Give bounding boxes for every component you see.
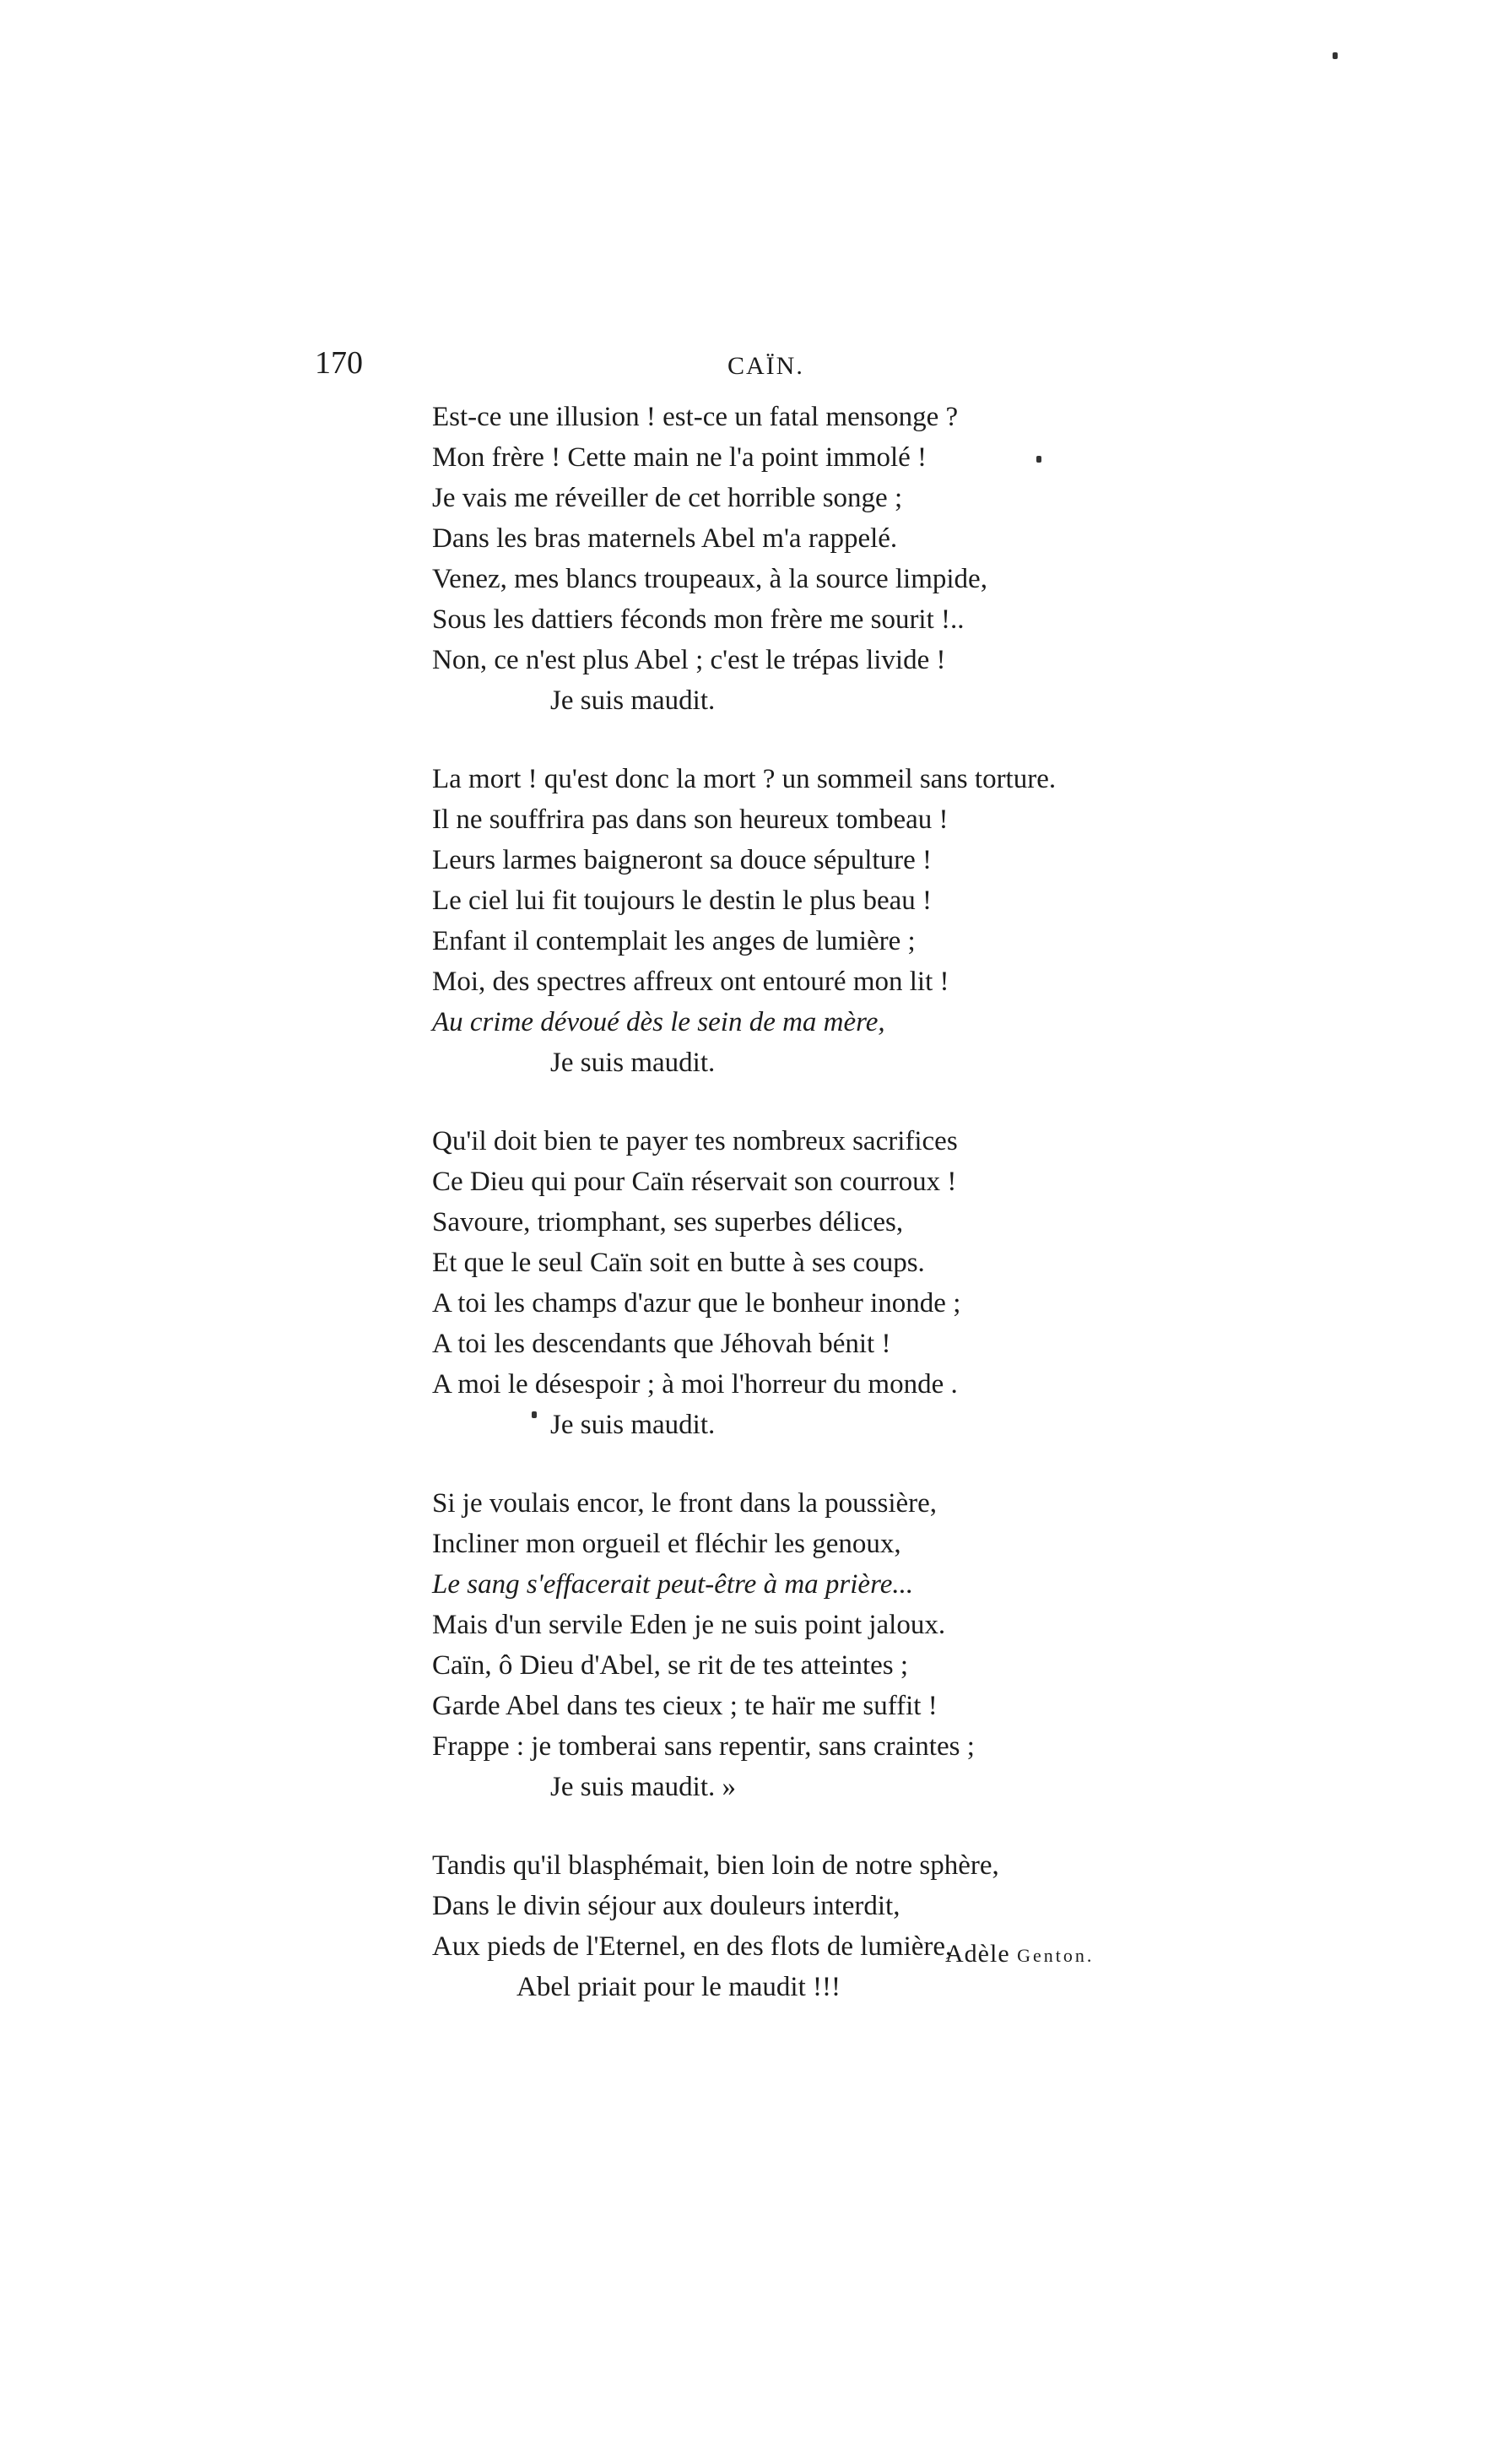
poem-line: Sous les dattiers féconds mon frère me sourit !..: [432, 604, 965, 635]
poem-line: Caïn, ô Dieu d'Abel, se rit de tes atteintes ;: [432, 1650, 909, 1681]
poem-line: A toi les champs d'azur que le bonheur inonde ;: [432, 1288, 961, 1319]
stanza: [432, 759, 1192, 1083]
poem-line: Moi, des spectres affreux ont entouré mon lit !: [432, 967, 949, 997]
poem-line: Je vais me réveiller de cet horrible songe ;: [432, 483, 903, 513]
page-header: [0, 342, 1498, 384]
poem-line: Non, ce n'est plus Abel ; c'est le trépas livide !: [432, 645, 946, 675]
poem-line: Dans le divin séjour aux douleurs interdit,: [432, 1891, 900, 1921]
poem-line: Incliner mon orgueil et fléchir les genoux,: [432, 1529, 901, 1559]
ink-speck: [1333, 52, 1338, 59]
poem-line: Mon frère ! Cette main ne l'a point immolé !: [432, 442, 927, 473]
poem-line: Et que le seul Caïn soit en butte à ses coups.: [432, 1248, 925, 1278]
ink-speck: [1036, 456, 1041, 463]
poem-line: A moi le désespoir ; à moi l'horreur du monde .: [432, 1369, 958, 1400]
ink-speck: [532, 1411, 537, 1418]
poem-line: Si je voulais encor, le front dans la poussière,: [432, 1488, 938, 1519]
stanza: [432, 1483, 1192, 1807]
author-signature: [945, 1937, 1094, 1973]
poem-line: Mais d'un servile Eden je ne suis point jaloux.: [432, 1610, 946, 1640]
poem: [432, 397, 1192, 2045]
refrain-line: Je suis maudit.: [550, 1410, 716, 1440]
poem-line: Leurs larmes baigneront sa douce sépulture !: [432, 845, 932, 875]
poem-line: Frappe : je tomberai sans repentir, sans craintes ;: [432, 1731, 975, 1762]
poem-line: Aux pieds de l'Eternel, en des flots de lumière,: [432, 1931, 953, 1962]
poem-line: Tandis qu'il blasphémait, bien loin de notre sphère,: [432, 1850, 999, 1881]
poem-line: Enfant il contemplait les anges de lumière ;: [432, 926, 916, 956]
refrain-line: Je suis maudit.: [550, 685, 716, 716]
refrain-line: Abel priait pour le maudit !!!: [516, 1972, 841, 2002]
poem-line: Qu'il doit bien te payer tes nombreux sacrifices: [432, 1126, 958, 1156]
poem-line: Venez, mes blancs troupeaux, à la source limpide,: [432, 564, 987, 594]
poem-line: Garde Abel dans tes cieux ; te haïr me suffit !: [432, 1691, 938, 1721]
refrain-line: Je suis maudit.: [550, 1048, 716, 1078]
poem-line: Il ne souffrira pas dans son heureux tombeau !: [432, 804, 949, 835]
poem-line: Est-ce une illusion ! est-ce un fatal mensonge ?: [432, 402, 959, 432]
poem-line: La mort ! qu'est donc la mort ? un sommeil sans torture.: [432, 764, 1057, 794]
page-number: 170: [315, 345, 363, 381]
refrain-line: Je suis maudit. »: [550, 1772, 736, 1802]
author-last-name: Genton.: [1017, 1945, 1095, 1966]
poem-line: Le sang s'effacerait peut-être à ma prière...: [432, 1569, 914, 1600]
stanza: [432, 397, 1192, 721]
poem-line: Ce Dieu qui pour Caïn réservait son courroux !: [432, 1167, 957, 1197]
poem-line: A toi les descendants que Jéhovah bénit !: [432, 1329, 891, 1359]
author-first-name: Adèle: [945, 1940, 1010, 1968]
stanza: [432, 1121, 1192, 1445]
running-head: CAÏN.: [727, 352, 804, 380]
poem-line: Dans les bras maternels Abel m'a rappelé.: [432, 523, 898, 554]
poem-line: Savoure, triomphant, ses superbes délices,: [432, 1207, 904, 1237]
poem-line: Au crime dévoué dès le sein de ma mère,: [432, 1007, 885, 1037]
stanza: [432, 1845, 1192, 2007]
poem-line: Le ciel lui fit toujours le destin le plus beau !: [432, 885, 933, 916]
